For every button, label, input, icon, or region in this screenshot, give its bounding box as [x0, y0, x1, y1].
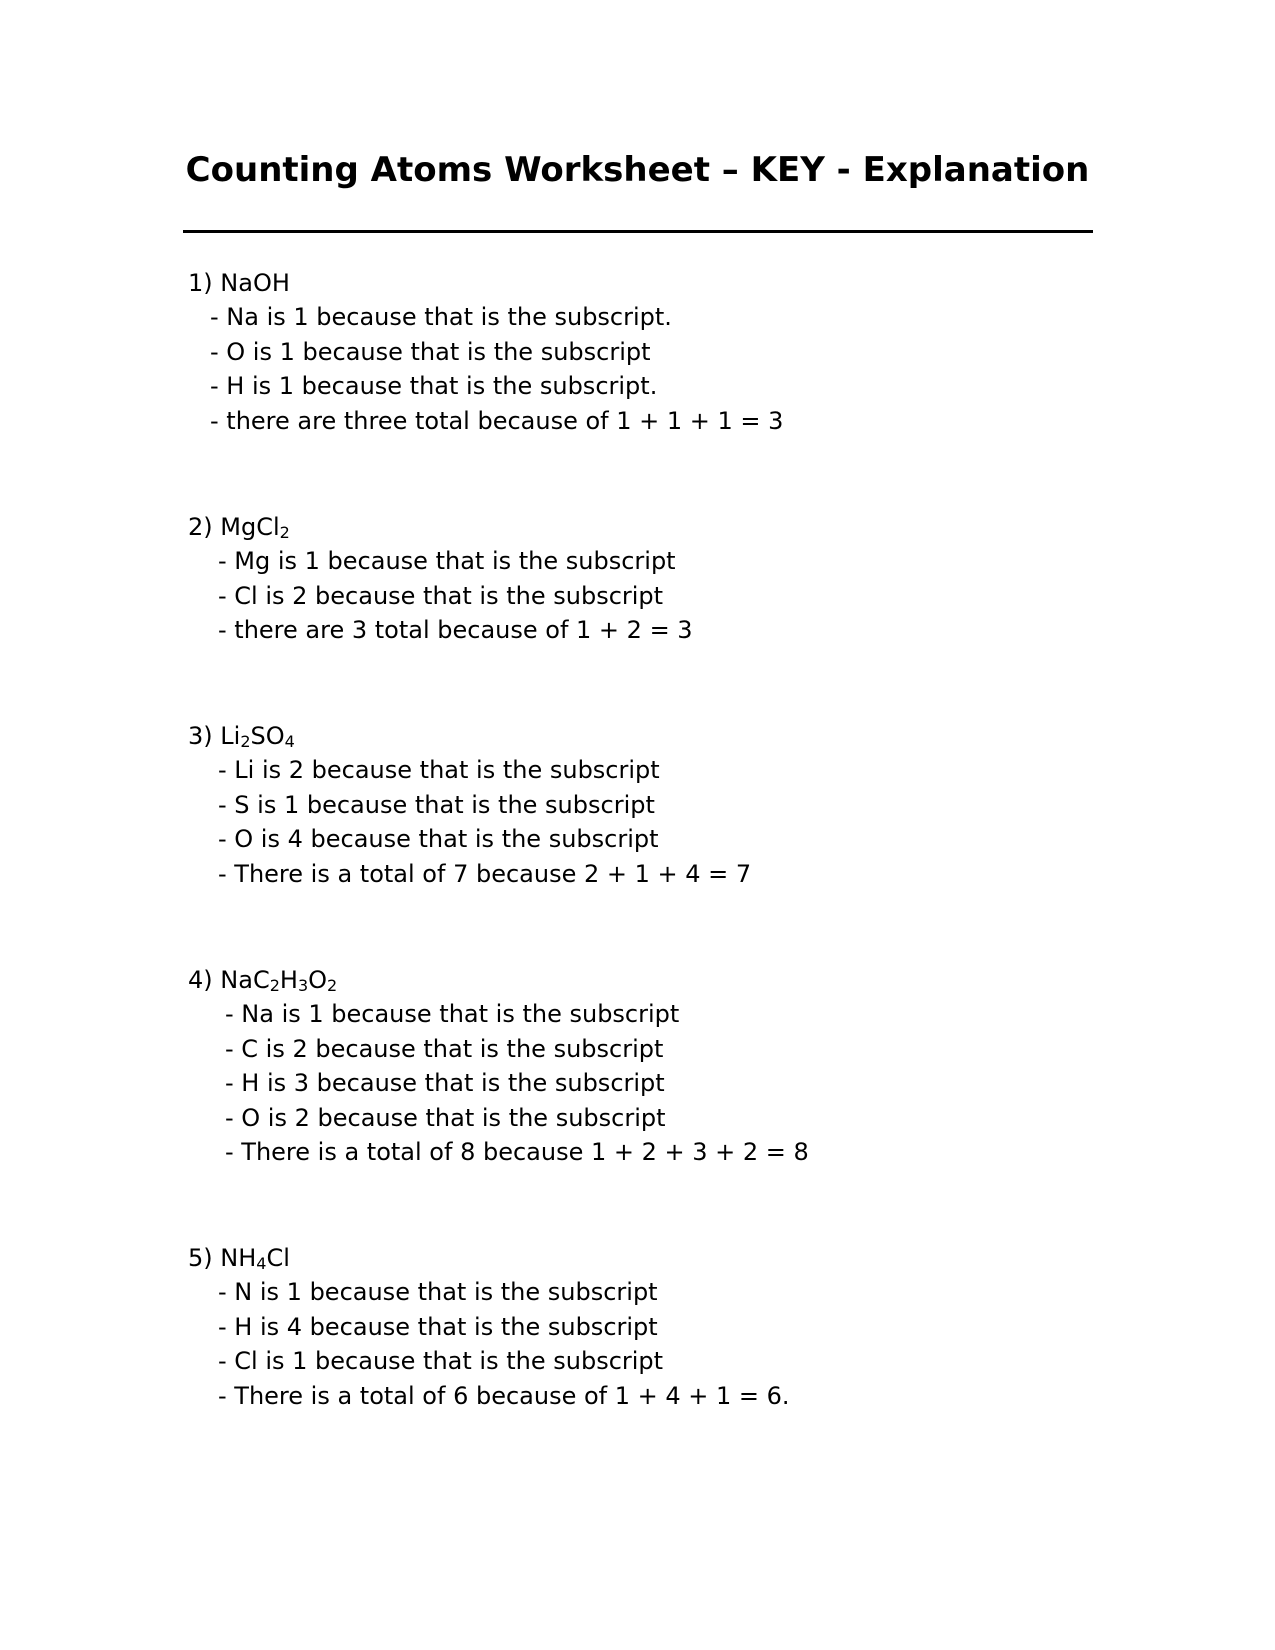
explanation-line: - H is 1 because that is the subscript.	[210, 372, 658, 400]
problem-2	[188, 510, 1088, 648]
explanation-line: - Li is 2 because that is the subscript	[218, 756, 660, 784]
formula-element: NaOH	[220, 269, 290, 297]
explanation-list	[188, 300, 1088, 438]
formula-element: MgCl	[220, 513, 280, 541]
problem-number: 4)	[188, 966, 213, 994]
explanation-line: - there are three total because of 1 + 1 + 1 = 3	[210, 406, 784, 435]
problem-heading	[188, 1241, 1088, 1275]
explanation-line: - Cl is 1 because that is the subscript	[218, 1347, 664, 1375]
formula-element: NH	[220, 1244, 257, 1272]
explanation-list	[188, 1275, 1088, 1413]
formula-subscript: 2	[327, 976, 338, 995]
explanation-line: - there are 3 total because of 1 + 2 = 3	[218, 616, 693, 644]
problem-heading	[188, 963, 1088, 997]
formula-element: NaC	[220, 966, 270, 994]
explanation-line: - Cl is 2 because that is the subscript	[218, 581, 664, 610]
explanation-line: - N is 1 because that is the subscript	[218, 1278, 658, 1306]
explanation-line: - There is a total of 7 because 2 + 1 + 4 = 7	[218, 859, 752, 888]
problem-heading	[188, 510, 1088, 544]
problem-heading	[188, 719, 1088, 753]
formula-element: O	[308, 966, 328, 994]
chemical-formula	[220, 1244, 290, 1272]
formula-subscript: 4	[284, 732, 295, 751]
problem-3	[188, 719, 1088, 891]
title-divider	[183, 230, 1093, 233]
formula-element: H	[279, 966, 298, 994]
formula-subscript: 2	[279, 523, 290, 542]
problem-number: 3)	[188, 722, 213, 750]
chemical-formula	[220, 513, 290, 541]
explanation-line: - There is a total of 8 because 1 + 2 + 3 + 2 = 8	[225, 1138, 809, 1166]
explanation-line: - Na is 1 because that is the subscript.	[210, 303, 672, 331]
explanation-line: - S is 1 because that is the subscript	[218, 790, 655, 819]
problem-1	[188, 266, 1088, 438]
explanation-line: - C is 2 because that is the subscript	[225, 1034, 664, 1063]
formula-subscript: 3	[297, 976, 309, 995]
formula-element: Cl	[266, 1244, 290, 1272]
chemical-formula	[220, 722, 295, 750]
explanation-line: - O is 4 because that is the subscript	[218, 825, 659, 853]
formula-subscript: 4	[256, 1254, 267, 1273]
explanation-line: - O is 2 because that is the subscript	[225, 1103, 666, 1132]
explanation-line: - H is 3 because that is the subscript	[225, 1069, 665, 1097]
explanation-line: - Na is 1 because that is the subscript	[225, 1000, 680, 1028]
explanation-line: - Mg is 1 because that is the subscript	[218, 547, 676, 575]
problem-number: 5)	[188, 1244, 213, 1272]
formula-element: Li	[220, 722, 241, 750]
formula-subscript: 2	[240, 732, 251, 751]
page-title: Counting Atoms Worksheet – KEY - Explanation	[185, 150, 1090, 190]
explanation-line: - O is 1 because that is the subscript	[210, 337, 651, 366]
problem-number: 2)	[188, 513, 213, 541]
problem-heading	[188, 266, 1088, 300]
problem-5	[188, 1241, 1088, 1413]
formula-subscript: 2	[269, 976, 280, 995]
explanation-list	[188, 997, 1088, 1170]
formula-element: SO	[250, 722, 285, 750]
explanation-list	[188, 544, 1088, 648]
problem-number: 1)	[188, 269, 213, 297]
chemical-formula	[220, 966, 337, 994]
problem-4	[188, 963, 1088, 1170]
explanation-list	[188, 753, 1088, 891]
explanation-line: - H is 4 because that is the subscript	[218, 1312, 658, 1341]
explanation-line: - There is a total of 6 because of 1 + 4 + 1 = 6.	[218, 1381, 790, 1410]
chemical-formula	[220, 269, 290, 297]
